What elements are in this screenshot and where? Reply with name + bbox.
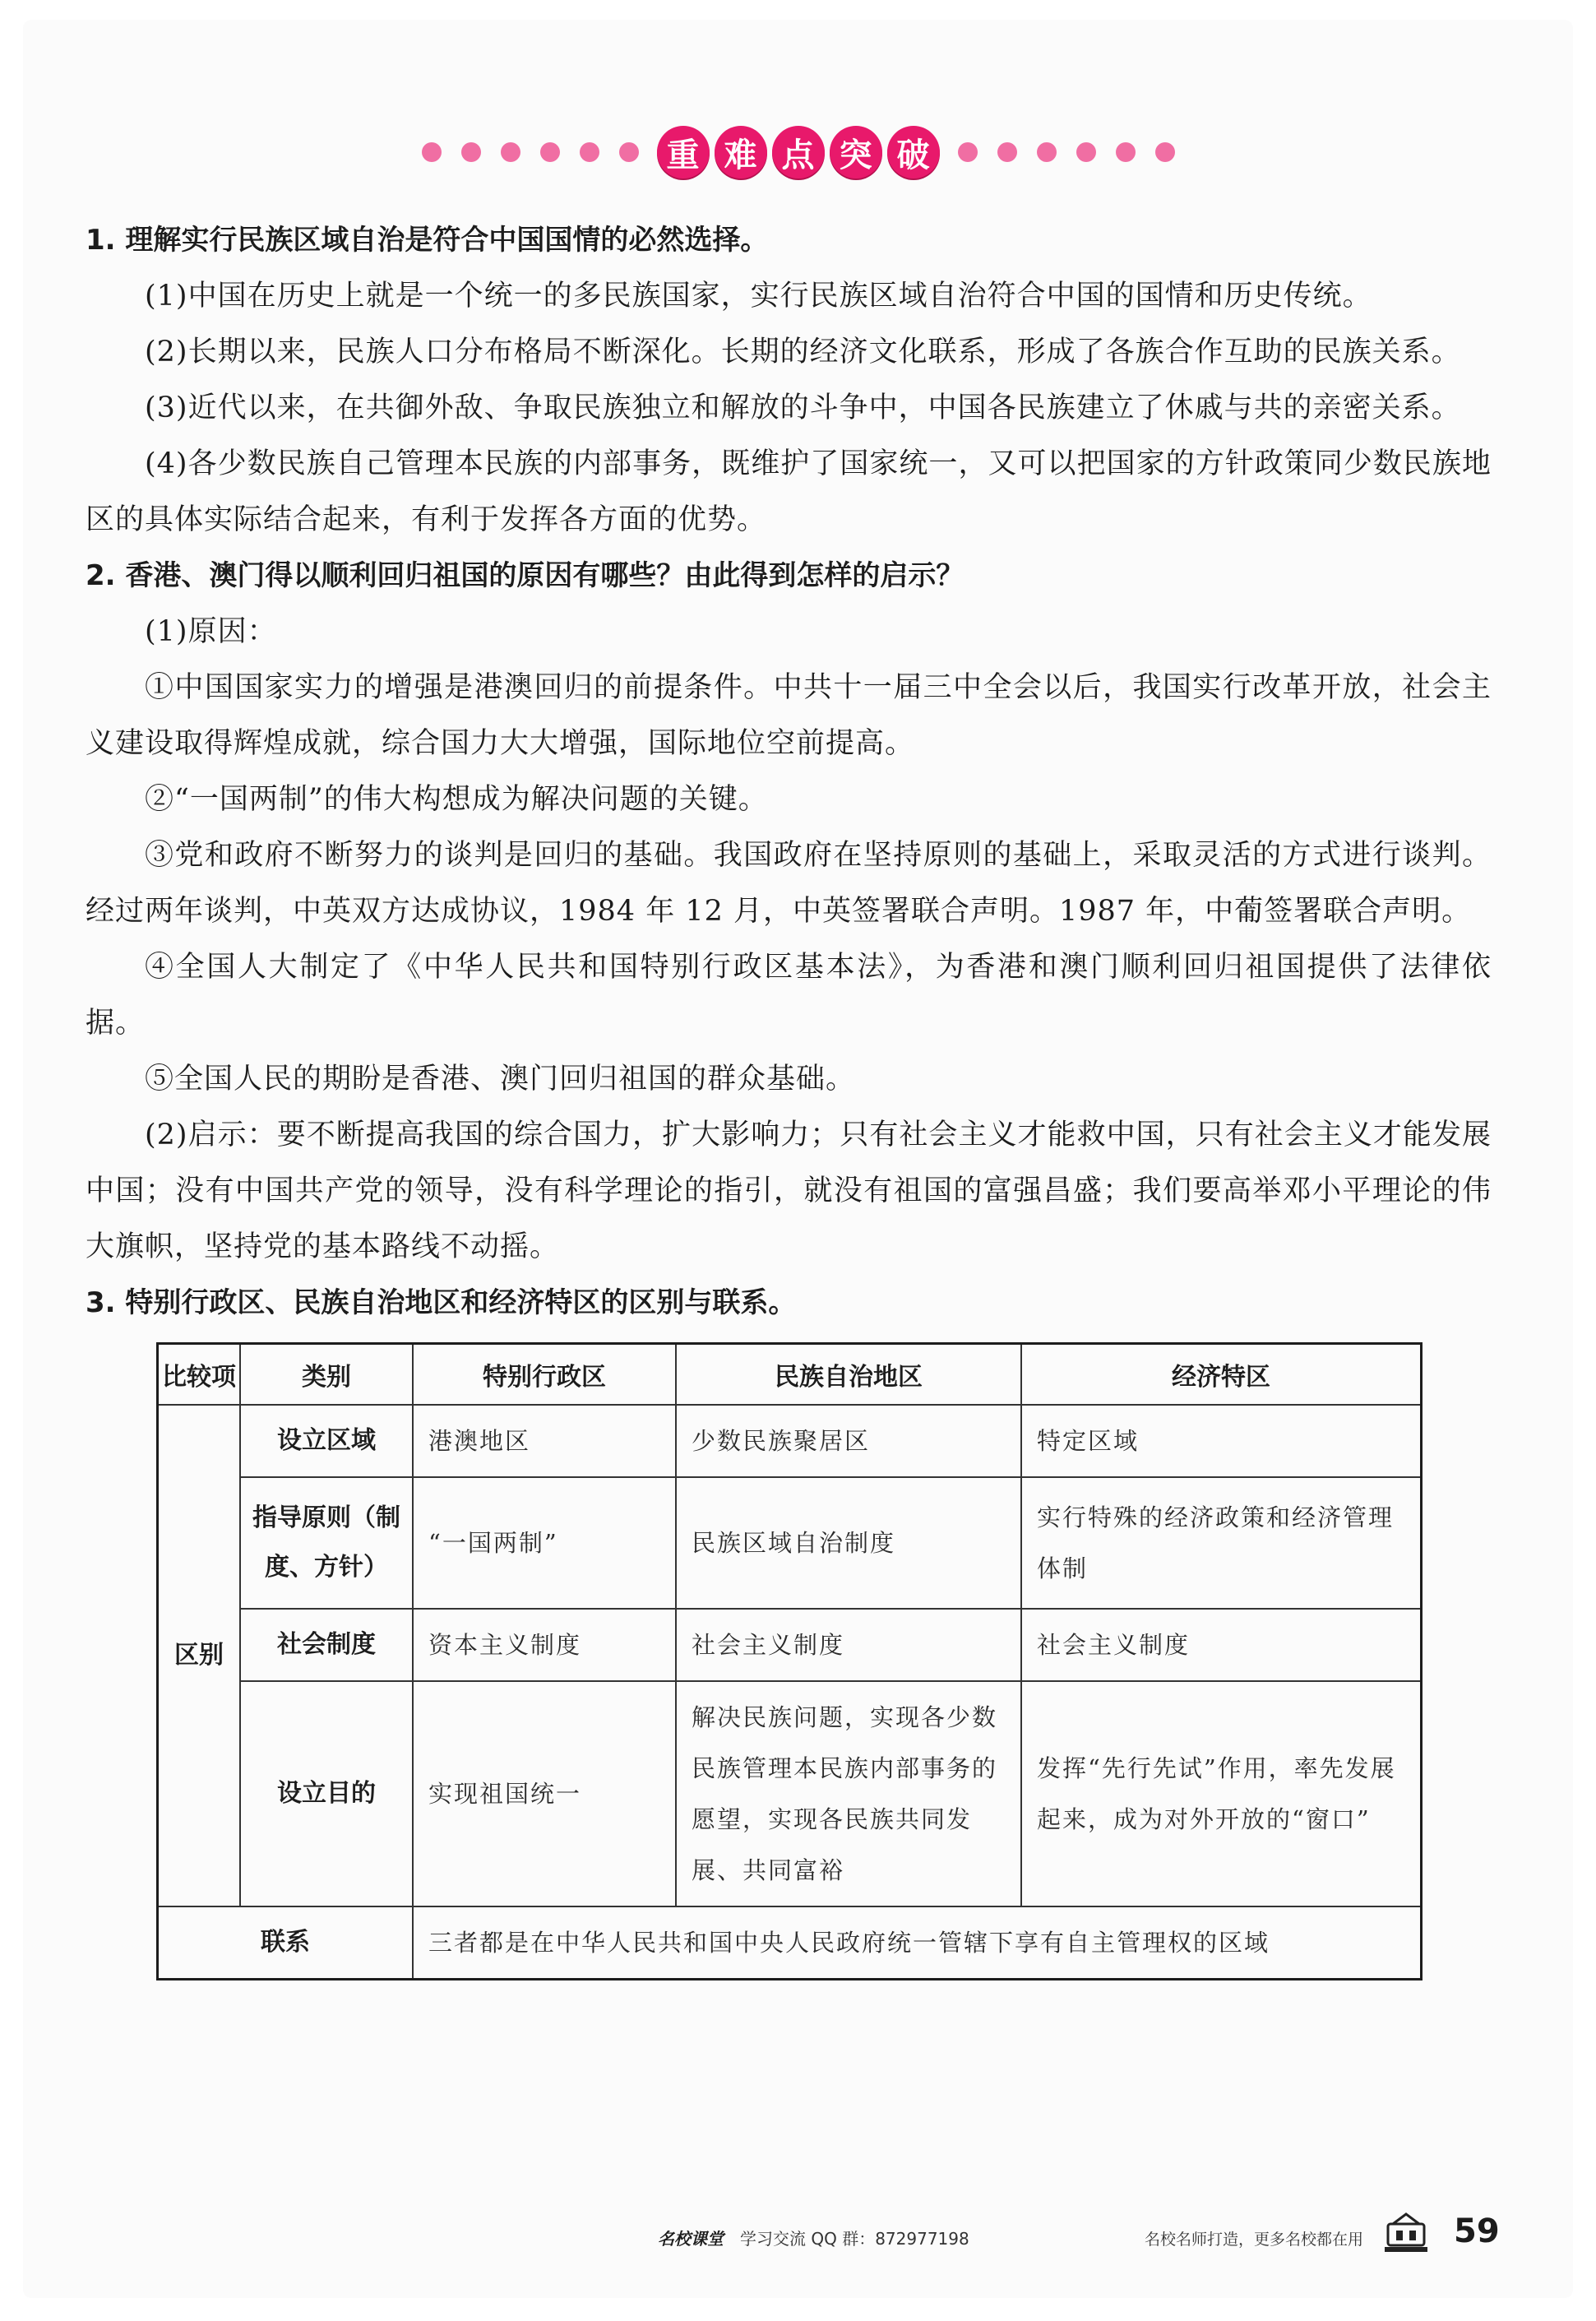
question-3-heading: 3. 特别行政区、民族自治地区和经济特区的区别与联系。 [86, 1286, 797, 1319]
banner-dot [1155, 142, 1175, 162]
row-category: 社会制度 [240, 1609, 413, 1681]
banner-dot [422, 142, 442, 162]
cell-ethnic: 社会主义制度 [676, 1609, 1021, 1681]
table-header: 特别行政区 [413, 1344, 676, 1406]
publisher-logo-icon [1381, 2211, 1431, 2255]
group-label: 区别 [158, 1405, 241, 1906]
banner-dot [1037, 142, 1057, 162]
table-row [158, 1681, 1422, 1906]
banner-title-character: 破 [887, 126, 940, 178]
cell-ethnic: 解决民族问题，实现各少数民族管理本民族内部事务的愿望，实现各民族共同发展、共同富裕 [676, 1681, 1021, 1906]
banner-dot [1076, 142, 1096, 162]
page-footer [0, 2211, 1596, 2260]
table-header: 比较项 [158, 1344, 241, 1406]
answer-2-reason-4: ④全国人大制定了《中华人民共和国特别行政区基本法》，为香港和澳门顺利回归祖国提供了法律依据。 [86, 951, 1492, 1040]
answer-2-reason-1: ①中国国家实力的增强是港澳回归的前提条件。中共十一届三中全会以后，我国实行改革开放，社会主义建设取得辉煌成就，综合国力大大增强，国际地位空前提高。 [86, 671, 1492, 760]
banner-dot [619, 142, 639, 162]
link-label: 联系 [158, 1906, 414, 1980]
banner-dot [461, 142, 481, 162]
cell-sar: 港澳地区 [413, 1405, 676, 1477]
page-number: 59 [1454, 2212, 1500, 2250]
link-text: 三者都是在中华人民共和国中央人民政府统一管辖下享有自主管理权的区域 [413, 1906, 1422, 1980]
banner-dot [997, 142, 1017, 162]
comparison-table [156, 1342, 1423, 1980]
footer-slogan: 名校名师打造，更多名校都在用 [1145, 2231, 1364, 2249]
table-header: 经济特区 [1021, 1344, 1422, 1406]
banner-dot [540, 142, 560, 162]
cell-ethnic: 民族区域自治制度 [676, 1477, 1021, 1609]
cell-sez: 实行特殊的经济政策和经济管理体制 [1021, 1477, 1422, 1609]
banner-dot [501, 142, 520, 162]
footer-qq-group: 学习交流 QQ 群：872977198 [740, 2229, 969, 2249]
row-category: 设立目的 [240, 1681, 413, 1906]
answer-1-point-4: (4)各少数民族自己管理本民族的内部事务，既维护了国家统一，又可以把国家的方针政策同少数民族地区的具体实际结合起来，有利于发挥各方面的优势。 [86, 447, 1492, 536]
answer-1-point-1: (1)中国在历史上就是一个统一的多民族国家，实行民族区域自治符合中国的国情和历史传统。 [145, 280, 1372, 313]
answer-1-point-2: (2)长期以来，民族人口分布格局不断深化。长期的经济文化联系，形成了各族合作互助的民族关系。 [145, 336, 1461, 368]
table-row [158, 1906, 1422, 1980]
table-header: 类别 [240, 1344, 413, 1406]
banner-dot [1116, 142, 1136, 162]
banner-dot [958, 142, 978, 162]
banner-dot [580, 142, 599, 162]
row-category: 指导原则（制度、方针） [240, 1477, 413, 1609]
cell-sar: 资本主义制度 [413, 1609, 676, 1681]
section-banner [0, 123, 1596, 181]
banner-title [657, 126, 940, 178]
banner-title-character: 突 [830, 126, 882, 178]
banner-title-character: 点 [772, 126, 825, 178]
table-row [158, 1405, 1422, 1477]
table-header-row [158, 1344, 1422, 1406]
answer-2-inspiration: (2)启示：要不断提高我国的综合国力，扩大影响力；只有社会主义才能救中国，只有社会主义才能发展中国；没有中国共产党的领导，没有科学理论的指引，就没有祖国的富强昌盛；我们要高举邓小平理论的伟大旗帜，坚持党的基本路线不动摇。 [86, 1119, 1492, 1263]
cell-sez: 发挥“先行先试”作用，率先发展起来，成为对外开放的“窗口” [1021, 1681, 1422, 1906]
cell-ethnic: 少数民族聚居区 [676, 1405, 1021, 1477]
banner-title-character: 难 [715, 126, 767, 178]
main-content [86, 212, 1492, 1980]
question-1-heading: 1. 理解实行民族区域自治是符合中国国情的必然选择。 [86, 224, 769, 257]
cell-sez: 社会主义制度 [1021, 1609, 1422, 1681]
answer-2-reason-label: (1)原因： [145, 615, 277, 648]
row-category: 设立区域 [240, 1405, 413, 1477]
question-2-heading: 2. 香港、澳门得以顺利回归祖国的原因有哪些？由此得到怎样的启示？ [86, 559, 965, 592]
answer-2-reason-3: ③党和政府不断努力的谈判是回归的基础。我国政府在坚持原则的基础上，采取灵活的方式进行谈判。经过两年谈判，中英双方达成协议，1984 年 12 月，中英签署联合声明。1987 年，中葡签署联合声明。 [86, 839, 1492, 928]
cell-sar: 实现祖国统一 [413, 1681, 676, 1906]
cell-sez: 特定区域 [1021, 1405, 1422, 1477]
table-row [158, 1477, 1422, 1609]
footer-brand: 名校课堂 [658, 2229, 724, 2249]
answer-1-point-3: (3)近代以来，在共御外敌、争取民族独立和解放的斗争中，中国各民族建立了休戚与共的亲密关系。 [145, 391, 1461, 424]
answer-2-reason-2: ②“一国两制”的伟大构想成为解决问题的关键。 [145, 783, 768, 816]
banner-title-character: 重 [657, 126, 710, 178]
banner-dots-right [958, 142, 1175, 162]
cell-sar: “一国两制” [413, 1477, 676, 1609]
answer-2-reason-5: ⑤全国人民的期盼是香港、澳门回归祖国的群众基础。 [145, 1063, 856, 1096]
table-row [158, 1609, 1422, 1681]
banner-dots-left [422, 142, 639, 162]
table-header: 民族自治地区 [676, 1344, 1021, 1406]
